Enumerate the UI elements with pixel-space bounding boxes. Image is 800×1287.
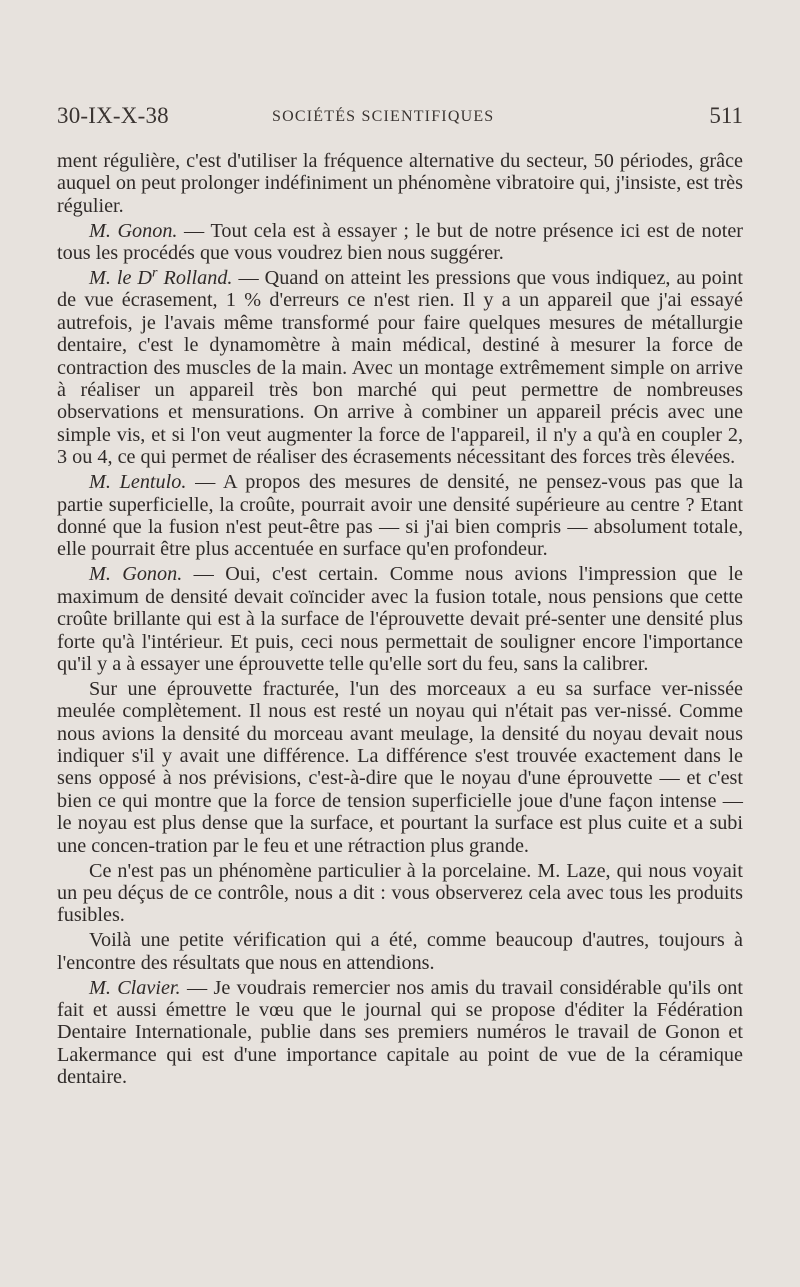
- paragraph-text: — Quand on atteint les pressions que vous indiquez, au point de vue écrasement, 1 % d'erreurs ce n'est rien. Il y a un appareil que j'ai essayé autrefois, je l'avais même transformé pour faire quelques mesures de métallurgie dentaire, c'est le dynamomètre à main médical, destiné à mesurer la force de contraction des muscles de la main. Avec un montage extrêmement simple on arrive à réaliser un appareil très bon marché qui peut permettre de nombreuses observations et mensurations. On arrive à combiner un appareil précis avec une simple vis, et si l'on veut augmenter la force de l'appareil, il n'y a qu'à en coupler 2, 3 ou 4, ce qui permet de réaliser des écrasements nécessitant des forces très élevées.: [57, 267, 743, 469]
- paragraph-4: [57, 471, 743, 561]
- running-header: [57, 103, 743, 135]
- paragraph-6: [57, 678, 743, 857]
- paragraph-1: [57, 150, 743, 217]
- speaker-prefix: M. le D: [89, 267, 152, 290]
- paragraph-8: [57, 929, 743, 974]
- paragraph-text: Ce n'est pas un phénomène particulier à la porcelaine. M. Laze, qui nous voyait un peu déçus de ce contrôle, nous a dit : vous observerez cela avec tous les produits fusibles.: [57, 859, 743, 927]
- speaker-suffix: Rolland.: [157, 267, 233, 290]
- speaker-superscript: r: [152, 264, 158, 281]
- paragraph-text: — Oui, c'est certain. Comme nous avions l'impression que le maximum de densité devait coïncider avec la fusion totale, nous pensions que cette croûte brillante qui est à la surface de l'éprouvette devait pré-senter une densité plus forte qu'à l'intérieur. Et puis, ceci nous permettait de souligner encore l'importance qu'il y a à essayer une éprouvette telle qu'elle sort du feu, sans la calibrer.: [57, 563, 743, 675]
- speaker-name: M. Gonon.: [89, 219, 178, 242]
- paragraph-2: [57, 220, 743, 265]
- page-number: 511: [709, 103, 743, 128]
- paragraph-text: — A propos des mesures de densité, ne pensez-vous pas que la partie superficielle, la croûte, pourrait avoir une densité supérieure au centre ? Etant donné que la fusion n'est peut-être pas — si j'ai bien compris — absolument totale, elle pourrait être plus accentuée en surface qu'en profondeur.: [57, 471, 743, 561]
- paragraph-7: [57, 860, 743, 927]
- header-date-range: 30-IX-X-38: [57, 103, 169, 128]
- paragraph-text: Sur une éprouvette fracturée, l'un des morceaux a eu sa surface ver-nissée meulée complètement. Il nous est resté un noyau qui n'était pas ver-nissé. Comme nous avions la densité du morceau avant meulage, la densité du noyau devait nous indiquer s'il y avait une différence. La différence s'est trouvée exactement dans le sens opposé à nos prévisions, c'est-à-dire que le noyau d'une éprouvette — et c'est bien ce qui montre que la force de tension superficielle joue d'une façon intense — le noyau est plus dense que la surface, et pourtant la surface est plus cuite et a subi une concen-tration par le feu et une rétraction plus grande.: [57, 677, 743, 857]
- speaker-name: M. Lentulo.: [89, 471, 187, 494]
- speaker-name: M. Gonon.: [89, 563, 183, 586]
- paragraph-text: — Tout cela est à essayer ; le but de notre présence ici est de noter tous les procédés que vous voudrez bien nous suggérer.: [57, 219, 743, 265]
- paragraph-5: [57, 563, 743, 675]
- page-body: [57, 150, 743, 1091]
- paragraph-text: ment régulière, c'est d'utiliser la fréquence alternative du secteur, 50 périodes, grâce auquel on peut prolonger indéfiniment un phénomène vibratoire qui, j'insiste, est très régulier.: [57, 150, 743, 217]
- paragraph-9: [57, 977, 743, 1089]
- paragraph-text: — Je voudrais remercier nos amis du travail considérable qu'ils ont fait et aussi émettre le vœu que le journal qui se propose d'éditer la Fédération Dentaire Internationale, publie dans ses premiers numéros le travail de Gonon et Lakermance qui est d'une importance capitale au point de vue de la céramique dentaire.: [57, 976, 743, 1089]
- speaker-name: [89, 264, 233, 290]
- speaker-name: M. Clavier.: [89, 976, 181, 999]
- header-section-title: SOCIÉTÉS SCIENTIFIQUES: [272, 108, 495, 125]
- paragraph-3: [57, 264, 743, 469]
- paragraph-text: Voilà une petite vérification qui a été, comme beaucoup d'autres, toujours à l'encontre des résultats que nous en attendions.: [57, 929, 743, 974]
